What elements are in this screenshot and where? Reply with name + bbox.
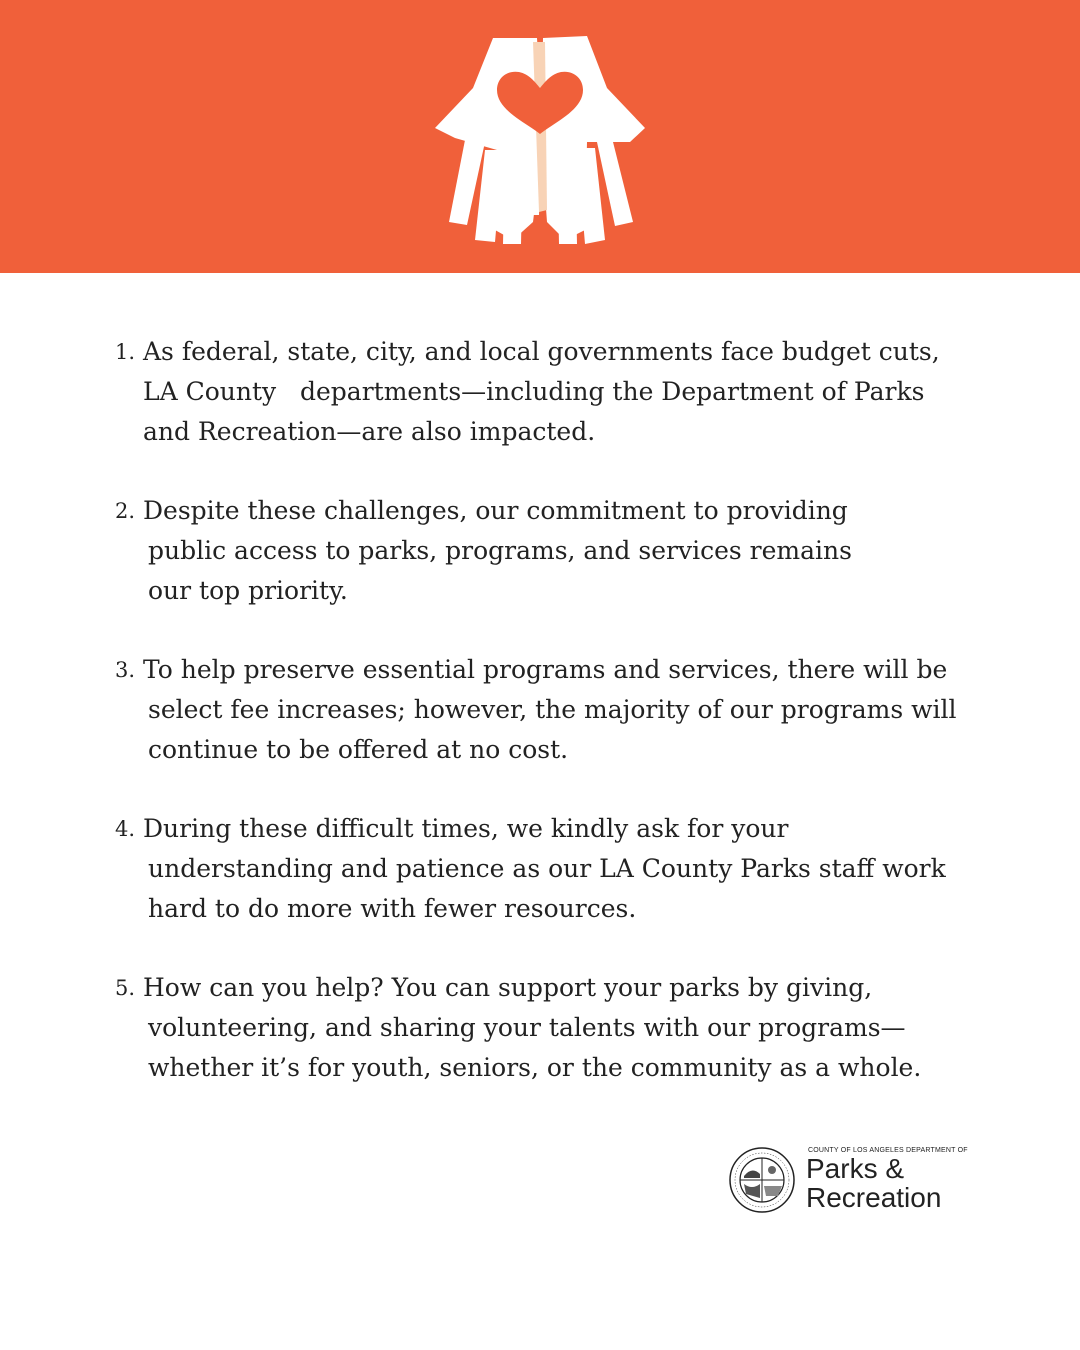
logo-subtitle: COUNTY OF LOS ANGELES DEPARTMENT OF xyxy=(808,1147,968,1154)
item-line: select fee increases; however, the majority of our programs will xyxy=(148,695,957,724)
item-line: continue to be offered at no cost. xyxy=(148,735,569,764)
item-line: whether it’s for youth, seniors, or the community as a whole. xyxy=(148,1053,922,1082)
item-number: 4. xyxy=(115,817,136,841)
item-number: 5. xyxy=(115,976,136,1000)
item-line: understanding and patience as our LA County Parks staff work xyxy=(148,854,946,883)
list-item xyxy=(115,809,995,929)
item-number: 2. xyxy=(115,499,136,523)
item-line: LA County departments—including the Department of Parks xyxy=(143,377,925,406)
item-line: How can you help? You can support your parks by giving, xyxy=(143,973,873,1002)
county-seal-icon xyxy=(728,1146,796,1214)
item-line: our top priority. xyxy=(148,576,348,605)
header-banner xyxy=(0,0,1080,273)
item-line: During these difficult times, we kindly ask for your xyxy=(143,814,789,843)
notice-list xyxy=(115,332,995,1127)
parks-recreation-logo xyxy=(728,1146,988,1216)
item-line: public access to parks, programs, and services remains xyxy=(148,536,852,565)
item-line: volunteering, and sharing your talents with our programs— xyxy=(148,1013,906,1042)
list-item xyxy=(115,968,995,1088)
hands-heart-icon xyxy=(425,30,655,255)
item-line: To help preserve essential programs and services, there will be xyxy=(143,655,948,684)
item-line: and Recreation—are also impacted. xyxy=(143,417,596,446)
item-number: 3. xyxy=(115,658,136,682)
logo-title xyxy=(806,1154,941,1212)
list-item xyxy=(115,491,995,611)
list-item xyxy=(115,650,995,770)
logo-line-2: Recreation xyxy=(806,1182,942,1213)
list-item xyxy=(115,332,995,452)
logo-line-1: Parks & xyxy=(806,1153,905,1184)
item-line: As federal, state, city, and local governments face budget cuts, xyxy=(143,337,940,366)
item-number: 1. xyxy=(115,340,136,364)
item-line: hard to do more with fewer resources. xyxy=(148,894,637,923)
item-line: Despite these challenges, our commitment to providing xyxy=(143,496,848,525)
